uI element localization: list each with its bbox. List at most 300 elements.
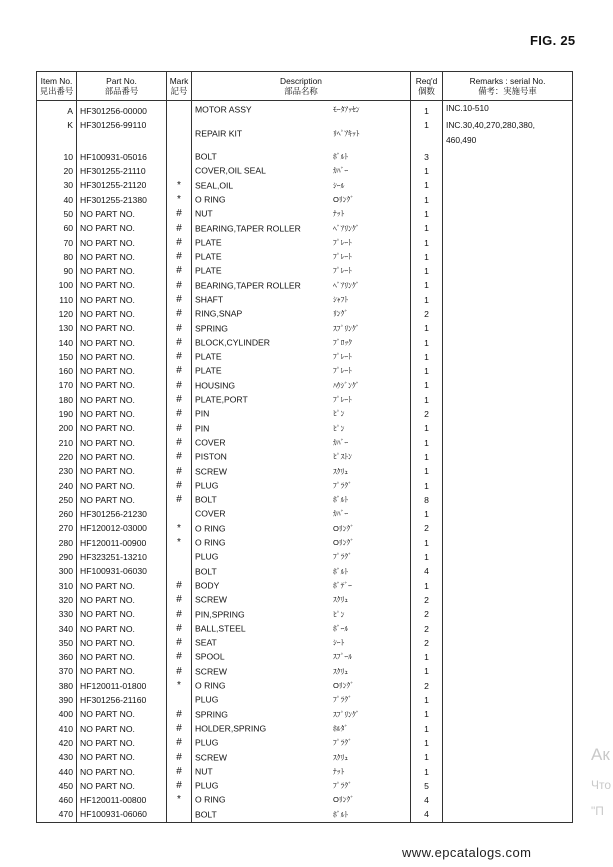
part-number-cell: NO PART NO. [77, 393, 167, 407]
mark-cell: # [167, 264, 192, 278]
mark-cell: # [167, 722, 192, 736]
description-english: PLUG [195, 552, 219, 563]
quantity-cell: 2 [411, 607, 443, 621]
description-japanese: ﾋﾟﾝ [333, 423, 345, 433]
table-row [37, 364, 573, 378]
quantity-cell: 2 [411, 622, 443, 636]
table-row [37, 118, 573, 150]
item-number-cell: A [37, 101, 77, 119]
quantity-cell: 1 [411, 422, 443, 436]
mark-cell: # [167, 407, 192, 421]
part-number-cell: NO PART NO. [77, 236, 167, 250]
description-english: NUT [195, 208, 213, 219]
item-number-cell: 310 [37, 579, 77, 593]
website-watermark: www.epcatalogs.com [402, 845, 532, 860]
quantity-cell: 2 [411, 522, 443, 536]
header-mark: Mark 記号 [167, 72, 192, 101]
description-cell [192, 350, 411, 364]
description-english: SPRING [195, 323, 228, 334]
item-number-cell: 70 [37, 236, 77, 250]
item-number-cell: 50 [37, 207, 77, 221]
description-english: SCREW [195, 466, 227, 477]
description-cell [192, 636, 411, 650]
table-row [37, 279, 573, 293]
table-row [37, 707, 573, 721]
quantity-cell: 5 [411, 779, 443, 793]
quantity-cell: 1 [411, 279, 443, 293]
description-english: PLUG [195, 780, 219, 791]
description-cell [192, 622, 411, 636]
item-number-cell: 380 [37, 679, 77, 693]
description-cell [192, 364, 411, 378]
description-japanese: ｽｸﾘｭ [333, 595, 349, 605]
table-row [37, 236, 573, 250]
description-english: MOTOR ASSY [195, 104, 252, 115]
item-number-cell: 350 [37, 636, 77, 650]
quantity-cell: 4 [411, 808, 443, 823]
item-number-cell: 110 [37, 293, 77, 307]
part-number-cell: NO PART NO. [77, 722, 167, 736]
header-remarks: Remarks : serial No. 備考：実施号車 [443, 72, 573, 101]
quantity-cell: 1 [411, 236, 443, 250]
description-cell [192, 336, 411, 350]
description-english: COVER [195, 437, 226, 448]
part-number-cell: HF100931-06030 [77, 565, 167, 579]
part-number-cell: NO PART NO. [77, 307, 167, 321]
item-number-cell: 240 [37, 479, 77, 493]
description-english: PISTON [195, 451, 227, 462]
description-english: PLATE,PORT [195, 394, 248, 405]
remarks-cell [443, 150, 573, 164]
quantity-cell: 4 [411, 793, 443, 807]
quantity-cell: 1 [411, 293, 443, 307]
remarks-cell [443, 607, 573, 621]
description-english: PLATE [195, 237, 222, 248]
description-cell [192, 379, 411, 393]
mark-cell: # [167, 236, 192, 250]
description-cell [192, 250, 411, 264]
quantity-cell: 2 [411, 636, 443, 650]
header-part-no: Part No. 部品番号 [77, 72, 167, 101]
quantity-cell: 2 [411, 593, 443, 607]
item-number-cell: 170 [37, 379, 77, 393]
mark-cell: # [167, 707, 192, 721]
mark-cell: # [167, 422, 192, 436]
description-english: PLATE [195, 266, 222, 277]
table-row [37, 264, 573, 278]
mark-cell: # [167, 765, 192, 779]
description-japanese: ﾌﾟﾚｰﾄ [333, 238, 352, 248]
table-row [37, 193, 573, 207]
description-japanese: ﾅｯﾄ [333, 767, 345, 776]
description-japanese: ﾍﾞｱﾘﾝｸﾞ [333, 280, 360, 290]
figure-label: FIG. 25 [530, 33, 576, 48]
description-cell [192, 808, 411, 823]
description-japanese: ｽﾌﾟﾘﾝｸﾞ [333, 709, 360, 719]
remark-line: 460,490 [446, 134, 477, 145]
description-cell [192, 118, 411, 150]
description-japanese: ﾓｰﾀｱｯｾﾝ [333, 104, 360, 114]
item-number-cell: 130 [37, 321, 77, 335]
remarks-cell [443, 536, 573, 550]
description-english: BEARING,TAPER ROLLER [195, 280, 301, 291]
part-number-cell: HF100931-05016 [77, 150, 167, 164]
description-english: BOLT [195, 809, 217, 820]
item-number-cell: 160 [37, 364, 77, 378]
table-row [37, 393, 573, 407]
description-japanese: Oﾘﾝｸﾞ [333, 523, 355, 533]
description-cell [192, 193, 411, 207]
item-number-cell: 90 [37, 264, 77, 278]
description-cell [192, 264, 411, 278]
description-english: SCREW [195, 752, 227, 763]
part-number-cell: NO PART NO. [77, 493, 167, 507]
mark-cell: * [167, 193, 192, 207]
mark-cell: # [167, 279, 192, 293]
part-number-cell: NO PART NO. [77, 765, 167, 779]
item-number-cell: 290 [37, 550, 77, 564]
quantity-cell: 8 [411, 493, 443, 507]
quantity-cell: 1 [411, 393, 443, 407]
description-japanese: ﾋﾟﾝ [333, 409, 345, 419]
description-japanese: ﾎﾞﾙﾄ [333, 152, 349, 162]
description-japanese: ﾌﾟﾚｰﾄ [333, 352, 352, 362]
description-cell [192, 293, 411, 307]
parts-table [36, 71, 573, 823]
part-number-cell: NO PART NO. [77, 379, 167, 393]
quantity-cell: 1 [411, 507, 443, 521]
description-cell [192, 464, 411, 478]
mark-cell: # [167, 650, 192, 664]
description-japanese: ﾌﾟﾚｰﾄ [333, 366, 352, 376]
description-japanese: ﾎﾞﾙﾄ [333, 809, 349, 819]
quantity-cell: 1 [411, 479, 443, 493]
description-cell [192, 236, 411, 250]
remarks-cell [443, 193, 573, 207]
item-number-cell: 30 [37, 178, 77, 192]
part-number-cell: HF301256-21160 [77, 693, 167, 707]
part-number-cell: NO PART NO. [77, 665, 167, 679]
remarks-cell [443, 622, 573, 636]
remarks-cell [443, 321, 573, 335]
part-number-cell: HF120011-00800 [77, 793, 167, 807]
item-number-cell: K [37, 118, 77, 150]
quantity-cell: 1 [411, 250, 443, 264]
mark-cell: * [167, 679, 192, 693]
table-row [37, 793, 573, 807]
description-cell [192, 736, 411, 750]
description-english: SEAL,OIL [195, 180, 234, 191]
item-number-cell: 330 [37, 607, 77, 621]
remarks-cell [443, 350, 573, 364]
description-cell [192, 207, 411, 221]
description-cell [192, 593, 411, 607]
item-number-cell: 420 [37, 736, 77, 750]
description-japanese: ﾌﾟﾚｰﾄ [333, 395, 352, 405]
description-english: O RING [195, 537, 226, 548]
mark-cell [167, 507, 192, 521]
quantity-cell: 3 [411, 150, 443, 164]
mark-cell: # [167, 622, 192, 636]
remarks-cell [443, 650, 573, 664]
description-cell [192, 436, 411, 450]
mark-cell [167, 808, 192, 823]
item-number-cell: 40 [37, 193, 77, 207]
mark-cell [167, 565, 192, 579]
description-japanese: ｽｸﾘｭ [333, 752, 349, 762]
part-number-cell: NO PART NO. [77, 622, 167, 636]
table-row [37, 293, 573, 307]
description-japanese: Oﾘﾝｸﾞ [333, 681, 355, 691]
table-row [37, 321, 573, 335]
remarks-cell [443, 364, 573, 378]
quantity-cell: 1 [411, 550, 443, 564]
quantity-cell: 1 [411, 207, 443, 221]
part-number-cell: HF301256-21230 [77, 507, 167, 521]
item-number-cell: 430 [37, 750, 77, 764]
description-japanese: ﾎﾞﾃﾞｰ [333, 581, 352, 591]
description-cell [192, 650, 411, 664]
description-cell [192, 101, 411, 119]
table-row [37, 422, 573, 436]
description-english: PIN,SPRING [195, 609, 245, 620]
part-number-cell: NO PART NO. [77, 207, 167, 221]
table-row [37, 150, 573, 164]
side-overlay-text: Ак [591, 745, 610, 764]
quantity-cell: 1 [411, 650, 443, 664]
remarks-cell [443, 722, 573, 736]
quantity-cell: 1 [411, 101, 443, 119]
mark-cell: * [167, 793, 192, 807]
remarks-cell [443, 479, 573, 493]
description-english: SCREW [195, 666, 227, 677]
quantity-cell: 1 [411, 264, 443, 278]
header-description: Description 部品名称 [192, 72, 411, 101]
mark-cell: # [167, 393, 192, 407]
description-japanese: ｶﾊﾞｰ [333, 166, 349, 176]
table-row [37, 808, 573, 823]
description-cell [192, 722, 411, 736]
description-japanese: ﾌﾟﾗｸﾞ [333, 738, 352, 748]
remarks-cell [443, 118, 573, 150]
description-japanese: ﾌﾟﾗｸﾞ [333, 481, 352, 491]
description-cell [192, 750, 411, 764]
table-row [37, 536, 573, 550]
remarks-cell [443, 264, 573, 278]
quantity-cell: 1 [411, 221, 443, 235]
description-japanese: Oﾘﾝｸﾞ [333, 538, 355, 548]
remarks-cell [443, 101, 573, 119]
item-number-cell: 280 [37, 536, 77, 550]
description-cell [192, 679, 411, 693]
description-cell [192, 321, 411, 335]
remarks-cell [443, 565, 573, 579]
item-number-cell: 230 [37, 464, 77, 478]
part-number-cell: HF120012-03000 [77, 522, 167, 536]
description-cell [192, 665, 411, 679]
remarks-cell [443, 379, 573, 393]
mark-cell: # [167, 750, 192, 764]
quantity-cell: 1 [411, 750, 443, 764]
quantity-cell: 2 [411, 679, 443, 693]
description-english: PLUG [195, 737, 219, 748]
item-number-cell: 370 [37, 665, 77, 679]
description-cell [192, 536, 411, 550]
description-japanese: ｽｸﾘｭ [333, 666, 349, 676]
part-number-cell: NO PART NO. [77, 579, 167, 593]
mark-cell [167, 693, 192, 707]
quantity-cell: 1 [411, 693, 443, 707]
part-number-cell: NO PART NO. [77, 336, 167, 350]
item-number-cell: 270 [37, 522, 77, 536]
quantity-cell: 1 [411, 379, 443, 393]
item-number-cell: 100 [37, 279, 77, 293]
description-japanese: ﾎﾞﾙﾄ [333, 495, 349, 505]
table-row [37, 207, 573, 221]
description-english: PLATE [195, 251, 222, 262]
description-english: SPRING [195, 709, 228, 720]
part-number-cell: NO PART NO. [77, 264, 167, 278]
description-cell [192, 522, 411, 536]
item-number-cell: 450 [37, 779, 77, 793]
part-number-cell: NO PART NO. [77, 479, 167, 493]
item-number-cell: 440 [37, 765, 77, 779]
item-number-cell: 220 [37, 450, 77, 464]
description-cell [192, 164, 411, 178]
quantity-cell: 1 [411, 536, 443, 550]
part-number-cell: HF301255-21120 [77, 178, 167, 192]
remarks-cell [443, 793, 573, 807]
part-number-cell: NO PART NO. [77, 650, 167, 664]
description-cell [192, 765, 411, 779]
mark-cell [167, 550, 192, 564]
description-cell [192, 150, 411, 164]
item-number-cell: 390 [37, 693, 77, 707]
item-number-cell: 460 [37, 793, 77, 807]
quantity-cell: 1 [411, 450, 443, 464]
table-row [37, 450, 573, 464]
description-english: NUT [195, 766, 213, 777]
description-japanese: ﾍﾞｱﾘﾝｸﾞ [333, 223, 360, 233]
part-number-cell: NO PART NO. [77, 736, 167, 750]
quantity-cell: 1 [411, 765, 443, 779]
item-number-cell: 210 [37, 436, 77, 450]
part-number-cell: NO PART NO. [77, 450, 167, 464]
table-row [37, 178, 573, 192]
description-cell [192, 393, 411, 407]
part-number-cell: NO PART NO. [77, 221, 167, 235]
item-number-cell: 150 [37, 350, 77, 364]
mark-cell [167, 150, 192, 164]
mark-cell: # [167, 436, 192, 450]
remarks-cell [443, 750, 573, 764]
description-english: O RING [195, 795, 226, 806]
description-cell [192, 279, 411, 293]
quantity-cell: 1 [411, 178, 443, 192]
parts-table-body [37, 101, 573, 823]
description-japanese: ﾊｳｼﾞﾝｸﾞ [333, 380, 360, 390]
description-english: BOLT [195, 151, 217, 162]
quantity-cell: 1 [411, 464, 443, 478]
mark-cell: # [167, 450, 192, 464]
table-row [37, 750, 573, 764]
remarks-cell [443, 679, 573, 693]
mark-cell: # [167, 307, 192, 321]
part-number-cell: NO PART NO. [77, 779, 167, 793]
description-cell [192, 178, 411, 192]
remarks-cell [443, 665, 573, 679]
table-row [37, 665, 573, 679]
mark-cell: # [167, 579, 192, 593]
remarks-cell [443, 779, 573, 793]
description-japanese: ｶﾊﾞｰ [333, 509, 349, 519]
table-row [37, 779, 573, 793]
quantity-cell: 1 [411, 164, 443, 178]
description-japanese: ﾎﾞｰﾙ [333, 624, 349, 634]
header-item-no: Item No. 見出番号 [37, 72, 77, 101]
part-number-cell: NO PART NO. [77, 364, 167, 378]
description-english: PLATE [195, 366, 222, 377]
item-number-cell: 60 [37, 221, 77, 235]
description-english: SEAT [195, 637, 217, 648]
table-row [37, 250, 573, 264]
quantity-cell: 1 [411, 436, 443, 450]
mark-cell [167, 164, 192, 178]
quantity-cell: 1 [411, 364, 443, 378]
table-row [37, 464, 573, 478]
description-japanese: ﾎﾞﾙﾄ [333, 566, 349, 576]
table-row [37, 479, 573, 493]
table-row [37, 722, 573, 736]
table-row [37, 765, 573, 779]
remarks-cell [443, 736, 573, 750]
mark-cell: # [167, 379, 192, 393]
mark-cell [167, 118, 192, 150]
quantity-cell: 1 [411, 118, 443, 150]
part-number-cell: NO PART NO. [77, 250, 167, 264]
mark-cell: # [167, 636, 192, 650]
description-english: PIN [195, 423, 210, 434]
description-japanese: Oﾘﾝｸﾞ [333, 795, 355, 805]
description-english: PLATE [195, 351, 222, 362]
description-japanese: Oﾘﾝｸﾞ [333, 195, 355, 205]
quantity-cell: 1 [411, 665, 443, 679]
description-cell [192, 493, 411, 507]
table-row [37, 101, 573, 119]
table-row [37, 550, 573, 564]
remarks-cell [443, 493, 573, 507]
part-number-cell: HF301256-99110 [77, 118, 167, 150]
description-english: BLOCK,CYLINDER [195, 337, 270, 348]
remarks-cell [443, 293, 573, 307]
description-japanese: ｽｸﾘｭ [333, 466, 349, 476]
remarks-cell [443, 279, 573, 293]
quantity-cell: 2 [411, 307, 443, 321]
remarks-cell [443, 522, 573, 536]
mark-cell [167, 101, 192, 119]
remarks-cell [443, 808, 573, 823]
table-row [37, 693, 573, 707]
description-japanese: ﾌﾟﾗｸﾞ [333, 552, 352, 562]
remarks-cell [443, 164, 573, 178]
description-english: BEARING,TAPER ROLLER [195, 223, 301, 234]
description-english: O RING [195, 523, 226, 534]
description-cell [192, 707, 411, 721]
description-japanese: ﾌﾟﾚｰﾄ [333, 252, 352, 262]
part-number-cell: HF100931-06060 [77, 808, 167, 823]
description-japanese: ﾋﾟﾝ [333, 609, 345, 619]
quantity-cell: 1 [411, 579, 443, 593]
